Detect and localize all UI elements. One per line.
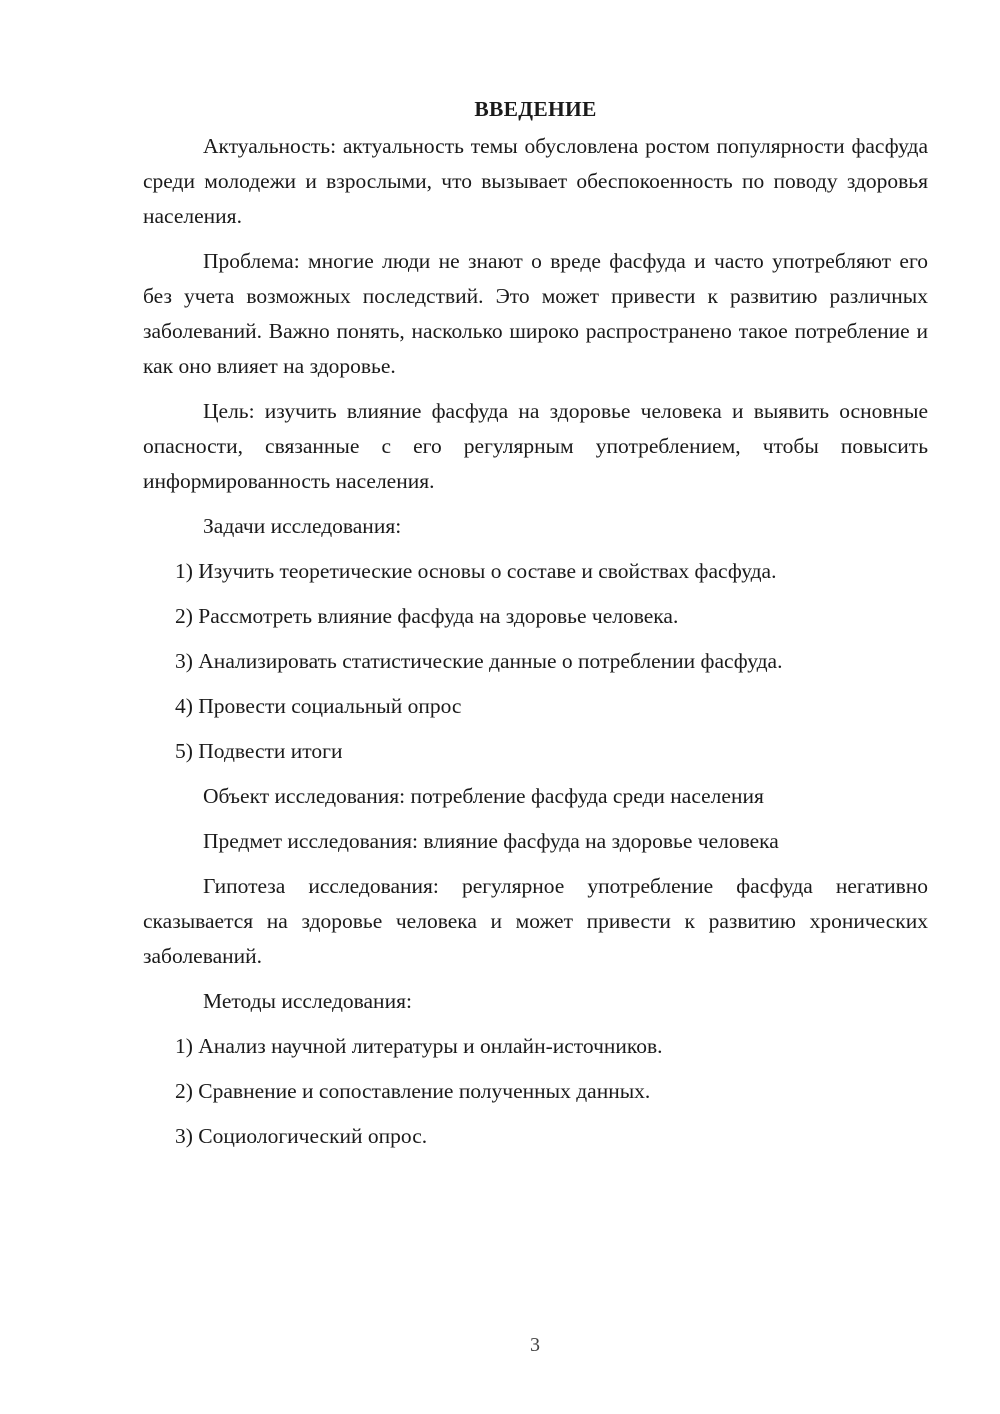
method-item: 2) Сравнение и сопоставление полученных данных. <box>175 1079 651 1103</box>
hypothesis-paragraph: Гипотеза исследования: регулярное употребление фасфуда негативно сказывается на здоровье человека и может привести к развитию хронических заболеваний. <box>143 874 928 968</box>
task-item: 1) Изучить теоретические основы о составе и свойствах фасфуда. <box>175 559 777 583</box>
problem-paragraph: Проблема: многие люди не знают о вреде фасфуда и часто употребляют его без учета возможных последствий. Это может привести к развитию различных заболеваний. Важно понять, насколько широко распространено такое потребление и как оно влияет на здоровье. <box>143 249 928 378</box>
method-item: 3) Социологический опрос. <box>175 1124 428 1148</box>
task-item: 2) Рассмотреть влияние фасфуда на здоровье человека. <box>175 604 679 628</box>
subject-line: Предмет исследования: влияние фасфуда на здоровье человека <box>203 829 779 853</box>
document-page <box>143 92 928 1164</box>
task-item: 5) Подвести итоги <box>175 739 343 763</box>
method-item: 1) Анализ научной литературы и онлайн-источников. <box>175 1034 663 1058</box>
task-item: 4) Провести социальный опрос <box>175 694 462 718</box>
relevance-paragraph: Актуальность: актуальность темы обусловлена ростом популярности фасфуда среди молодежи и взрослыми, что вызывает обеспокоенность по поводу здоровья населения. <box>143 134 928 228</box>
goal-paragraph: Цель: изучить влияние фасфуда на здоровье человека и выявить основные опасности, связанные с его регулярным употреблением, чтобы повысить информированность населения. <box>143 399 928 493</box>
task-item: 3) Анализировать статистические данные о потреблении фасфуда. <box>175 649 783 673</box>
section-heading: ВВЕДЕНИЕ <box>474 97 597 121</box>
object-line: Объект исследования: потребление фасфуда среди населения <box>203 784 764 808</box>
methods-heading: Методы исследования: <box>203 989 412 1013</box>
tasks-heading: Задачи исследования: <box>203 514 402 538</box>
page-number: 3 <box>530 1334 540 1356</box>
